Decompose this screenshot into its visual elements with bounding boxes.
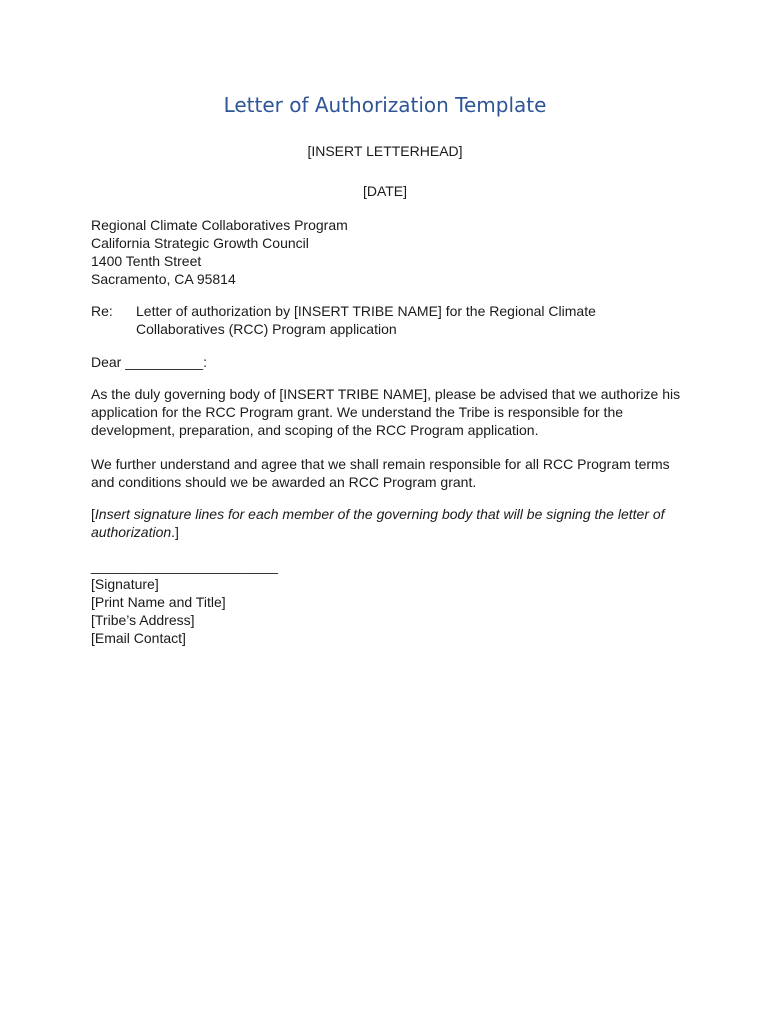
instruction-line [91,523,691,541]
signature-block [91,557,691,647]
letterhead-placeholder: [INSERT LETTERHEAD] [307,143,463,159]
address-line: 1400 Tenth Street [91,253,202,269]
instruction-close: .] [171,524,179,540]
body-paragraph-2 [91,455,691,491]
subject-text [136,302,596,338]
instruction-open-bracket: [ [91,506,95,522]
body-paragraph-1 [91,385,691,439]
tribe-address-placeholder: [Tribe’s Address] [91,612,195,628]
recipient-address [91,216,691,288]
address-line: Sacramento, CA 95814 [91,271,236,287]
paragraph-line: We further understand and agree that we shall remain responsible for all RCC Program terms [91,456,670,472]
signature-instruction [91,505,691,541]
email-contact-placeholder: [Email Contact] [91,630,186,646]
instruction-italic-text: authorization [91,524,172,540]
paragraph-line: and conditions should we be awarded an RCC Program grant. [91,474,477,490]
salutation: Dear __________: [91,354,207,370]
signature-placeholder: [Signature] [91,576,159,592]
document-title: Letter of Authorization Template [223,93,547,117]
address-line: Regional Climate Collaboratives Program [91,217,348,233]
paragraph-line: application for the RCC Program grant. We understand the Tribe is responsible for the [91,404,624,420]
subject-label: Re: [91,303,113,319]
instruction-italic-text: Insert signature lines for each member of the governing body that will be signing the letter of [94,506,665,522]
paragraph-line: As the duly governing body of [INSERT TRIBE NAME], please be advised that we authorize his [91,386,681,402]
instruction-line [91,505,691,523]
address-line: California Strategic Growth Council [91,235,309,251]
paragraph-line: development, preparation, and scoping of the RCC Program application. [91,422,539,438]
signature-rule: ________________________ [91,558,278,574]
subject-text-line: Collaboratives (RCC) Program application [136,321,397,337]
date-placeholder: [DATE] [362,183,408,199]
name-title-placeholder: [Print Name and Title] [91,594,226,610]
subject-text-line: Letter of authorization by [INSERT TRIBE NAME] for the Regional Climate [136,303,596,319]
